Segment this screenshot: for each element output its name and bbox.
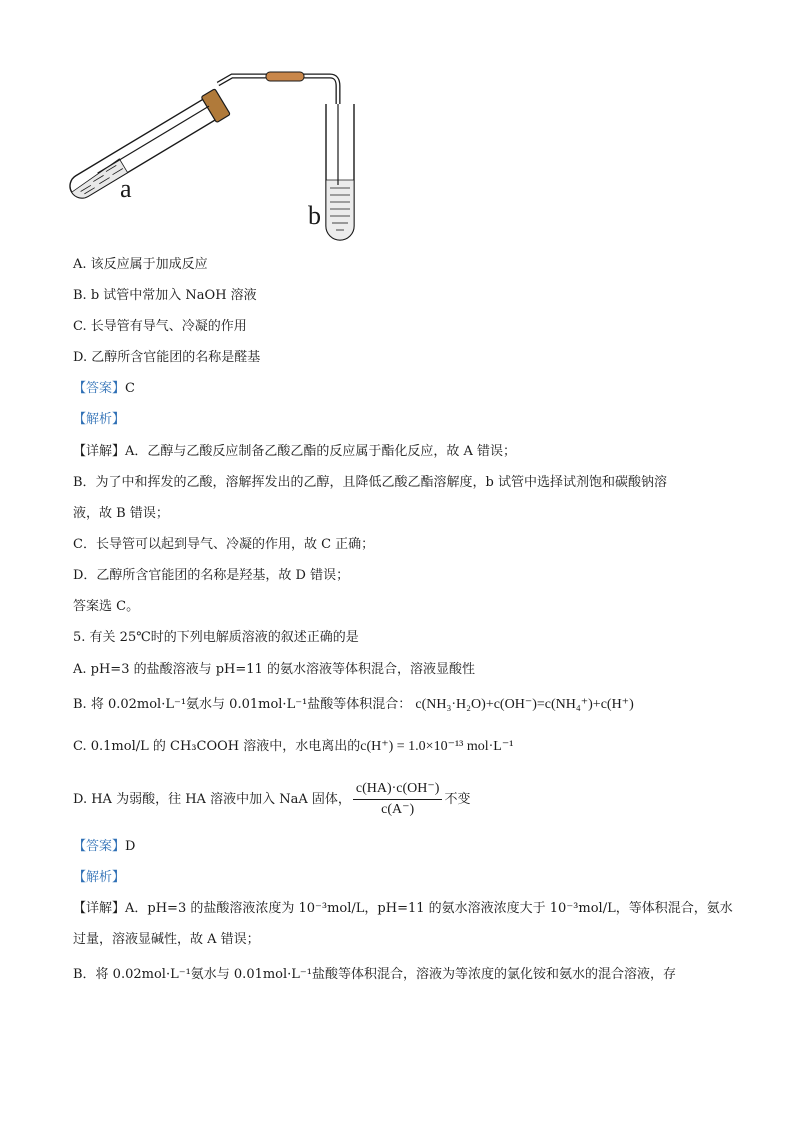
- option-d-tail: 不变: [444, 792, 471, 807]
- q4-option-d: D. 乙醇所含官能团的名称是醛基: [73, 350, 261, 365]
- liquid-b: [326, 180, 354, 240]
- q4-option-c: C. 长导管有导气、冷凝的作用: [73, 319, 247, 334]
- option-b-text: B. 将 0.02mol·L⁻¹氨水与 0.01mol·L⁻¹盐酸等体积混合：: [73, 697, 412, 712]
- q4-detail-c: C．长导管可以起到导气、冷凝的作用，故 C 正确；: [73, 537, 375, 552]
- q4-detail-b1: B．为了中和挥发的乙酸，溶解挥发出的乙醇，且降低乙酸乙酯溶解度，b 试管中选择试剂饱和碳酸钠溶: [73, 475, 668, 490]
- rubber-tube: [266, 72, 304, 81]
- q5-option-b: [73, 696, 634, 714]
- answer-tag: 【答案】: [73, 381, 126, 396]
- test-tube-a: [64, 89, 230, 205]
- q5-stem: 5. 有关 25℃时的下列电解质溶液的叙述正确的是: [73, 630, 359, 645]
- option-d-fraction: [353, 781, 443, 818]
- option-d-text: D. HA 为弱酸，往 HA 溶液中加入 NaA 固体，: [73, 792, 351, 807]
- q5-analysis-tag: 【解析】: [73, 870, 126, 885]
- q4-detail-d: D．乙醇所含官能团的名称是羟基，故 D 错误；: [73, 568, 350, 583]
- q5-option-c: [73, 738, 513, 756]
- option-c-formula: c(H⁺) = 1.0×10⁻¹³ mol·L⁻¹: [360, 739, 514, 754]
- q4-option-a: A. 该反应属于加成反应: [73, 257, 208, 272]
- q4-answer: [73, 380, 135, 398]
- q5-answer: [73, 838, 135, 856]
- answer-value: D: [125, 839, 136, 854]
- fraction-numerator: c(HA)·c(OH⁻): [353, 781, 443, 800]
- option-b-formula: c(NH₃·H₂O)+c(OH⁻)=c(NH₄⁺)+c(H⁺): [415, 697, 634, 712]
- test-tube-b: [326, 104, 354, 240]
- q5-option-d: [73, 780, 470, 820]
- q4-detail-a: 【详解】A．乙醇与乙酸反应制备乙酸乙酯的反应属于酯化反应，故 A 错误；: [73, 444, 517, 459]
- label-b: b: [308, 201, 321, 230]
- fraction-denominator: c(A⁻): [381, 802, 415, 817]
- q5-detail-a1: 【详解】A．pH=3 的盐酸溶液浓度为 10⁻³mol/L，pH=11 的氨水溶液浓度大于 10⁻³mol/L，等体积混合，氨水: [73, 901, 733, 916]
- q5-option-a: A. pH=3 的盐酸溶液与 pH=11 的氨水溶液等体积混合，溶液显酸性: [73, 662, 475, 677]
- q4-analysis-tag: 【解析】: [73, 412, 126, 427]
- q4-conclusion: 答案选 C。: [73, 599, 140, 614]
- delivery-tube: [218, 76, 338, 185]
- q5-detail-a2: 过量，溶液显碱性，故 A 错误；: [73, 932, 260, 947]
- q5-detail-b: B．将 0.02mol·L⁻¹氨水与 0.01mol·L⁻¹盐酸等体积混合，溶液为等浓度的氯化铵和氨水的混合溶液，存: [73, 967, 677, 982]
- answer-tag: 【答案】: [73, 839, 126, 854]
- option-c-text: C. 0.1mol/L 的 CH₃COOH 溶液中，水电离出的: [73, 739, 361, 754]
- answer-value: C: [125, 381, 135, 396]
- q4-detail-b2: 液，故 B 错误；: [73, 506, 169, 521]
- apparatus-figure: [0, 0, 794, 250]
- q4-option-b: B. b 试管中常加入 NaOH 溶液: [73, 288, 257, 303]
- label-a: a: [120, 174, 132, 203]
